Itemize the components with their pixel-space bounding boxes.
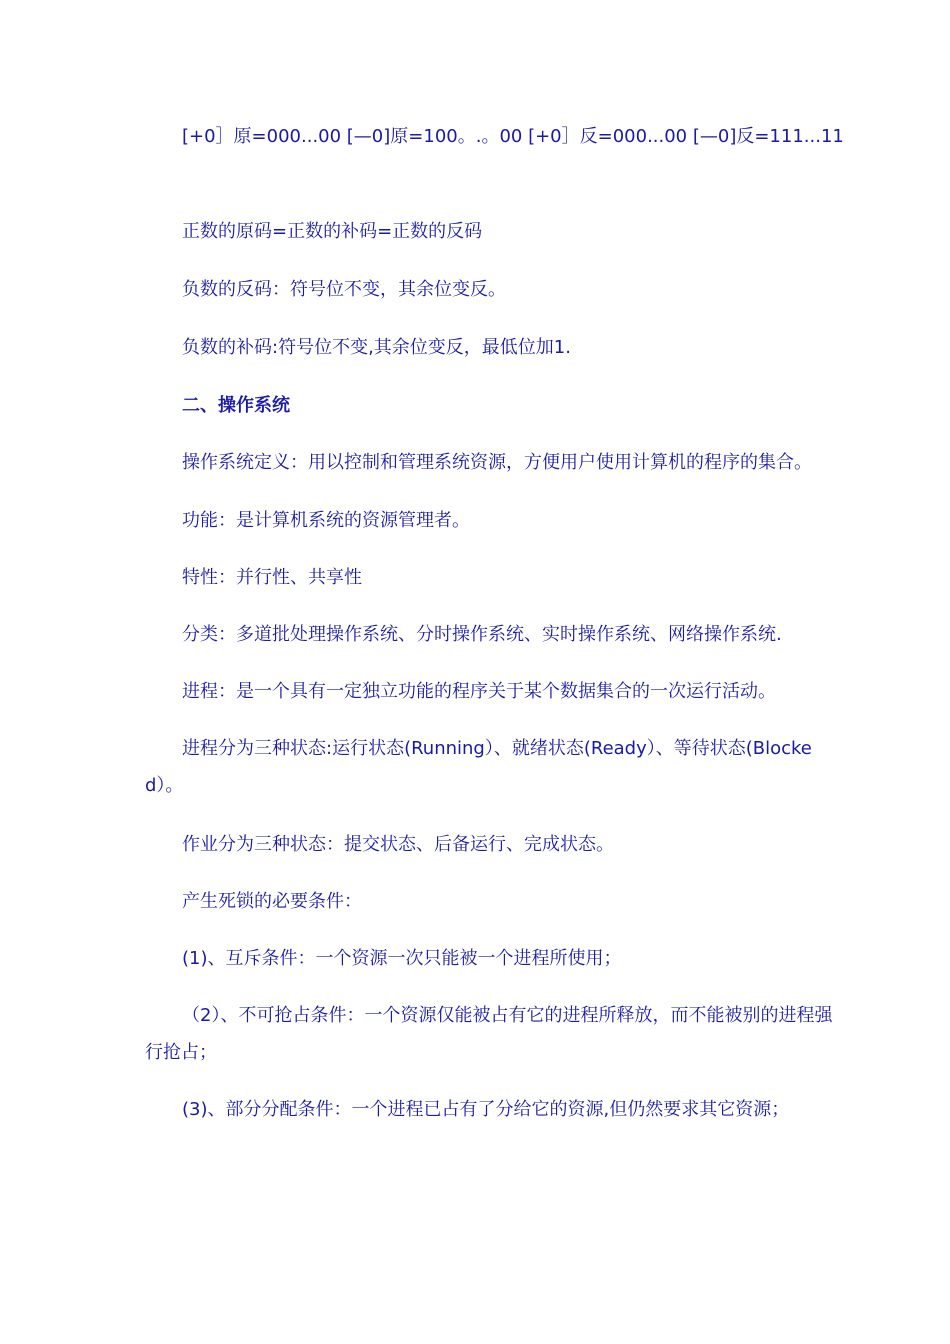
os-definition: 操作系统定义：用以控制和管理系统资源，方便用户使用计算机的程序的集合。: [182, 452, 812, 473]
deadlock-condition-3: (3)、部分分配条件：一个进程已占有了分给它的资源,但仍然要求其它资源；: [182, 1099, 790, 1120]
deadlock-condition-2: （2）、不可抢占条件：一个资源仅能被占有它的进程所释放，而不能被别的进程强行抢占；: [145, 1005, 833, 1063]
os-features: 特性：并行性、共享性: [182, 567, 362, 588]
positive-number-codes: 正数的原码=正数的补码=正数的反码: [182, 221, 483, 242]
os-classification: 分类：多道批处理操作系统、分时操作系统、实时操作系统、网络操作系统.: [182, 624, 782, 645]
complement-code-formula: [+0］原=000...00 [—0]原=100。.。00 [+0］反=000...00 [—0]反=111...11: [182, 126, 844, 147]
process-states: 进程分为三种状态:运行状态(Running）、就绪状态(Ready）、等待状态(Blocked）。: [145, 738, 812, 796]
deadlock-condition-1: (1)、互斥条件：一个资源一次只能被一个进程所使用；: [182, 948, 622, 969]
job-states: 作业分为三种状态：提交状态、后备运行、完成状态。: [182, 834, 614, 855]
negative-ones-complement: 负数的反码：符号位不变，其余位变反。: [182, 279, 506, 300]
deadlock-conditions-intro: 产生死锁的必要条件：: [182, 891, 362, 912]
os-function: 功能：是计算机系统的资源管理者。: [182, 510, 470, 531]
process-definition: 进程：是一个具有一定独立功能的程序关于某个数据集合的一次运行活动。: [182, 681, 776, 702]
negative-twos-complement: 负数的补码:符号位不变,其余位变反，最低位加1.: [182, 337, 571, 358]
section-heading-os: 二、操作系统: [182, 395, 290, 416]
